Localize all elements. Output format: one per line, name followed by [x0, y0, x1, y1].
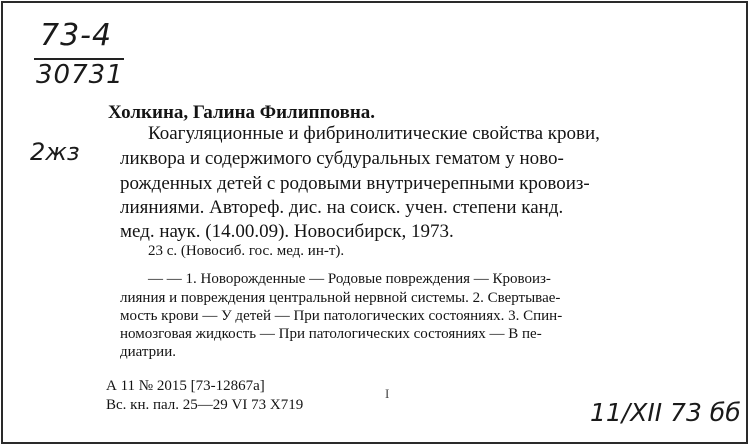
book-chamber-record: Вс. кн. пал. 25—29 VI 73 Х719: [106, 397, 304, 413]
card-pages: 23 с. (Новосиб. гос. мед. ин-т).: [148, 243, 345, 259]
card-author: Холкина, Галина Филипповна.: [108, 102, 376, 123]
handwritten-side-code: 2жз: [30, 138, 80, 166]
subject-heading-line: лияния и повреждения центральной нервной системы. 2. Свертывае-: [120, 290, 561, 306]
title-line: мед. наук. (14.00.09). Новосибирск, 1973.: [120, 221, 454, 242]
subject-heading-line: номозговая жидкость — При патологических состояниях — В пе-: [120, 326, 542, 342]
handwritten-call-number-top: 73-4: [40, 18, 113, 53]
handwritten-date-mark: 11/XII 73 бб: [590, 398, 741, 427]
title-line: рожденных детей с родовыми внутричерепными кровоиз-: [120, 173, 590, 194]
accession-number: А 11 № 2015 [73-12867а]: [106, 378, 265, 394]
subject-heading-line: мость крови — У детей — При патологических состояниях. 3. Спин-: [120, 308, 563, 324]
title-line: Коагуляционные и фибринолитические свойства крови,: [148, 123, 600, 144]
subject-heading-line: — — 1. Новорожденные — Родовые повреждения — Кровоиз-: [148, 271, 551, 287]
subject-heading-line: диатрии.: [120, 344, 176, 360]
tick-mark: I: [385, 386, 390, 401]
title-line: ликвора и содержимого субдуральных гематом у ново-: [120, 148, 564, 169]
title-line: лияниями. Автореф. дис. на соиск. учен. степени канд.: [120, 197, 564, 218]
handwritten-call-number-bottom: 30731: [36, 60, 124, 90]
